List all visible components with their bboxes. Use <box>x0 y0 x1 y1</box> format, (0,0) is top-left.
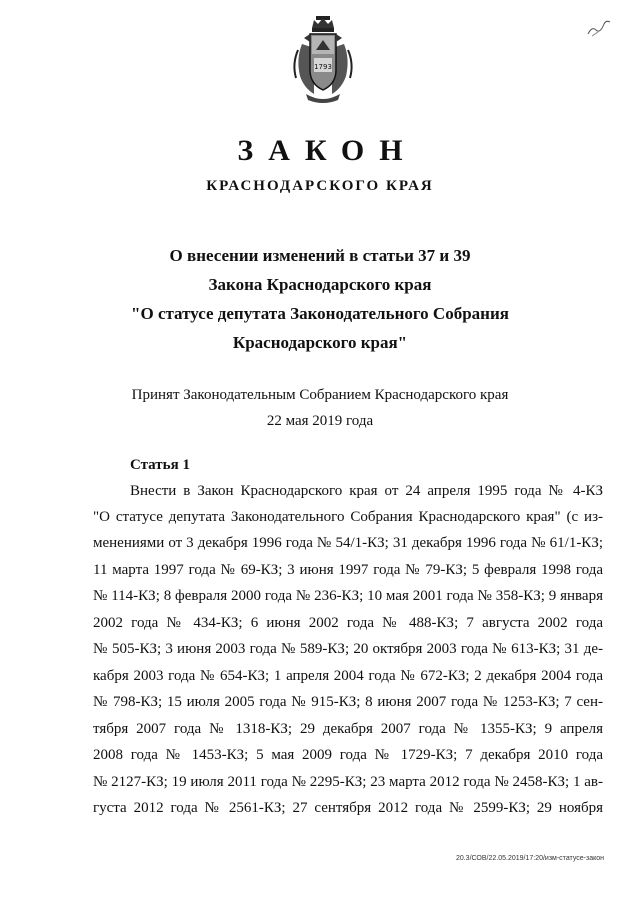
article-text-line: 2008 года № 1453-КЗ; 5 мая 2009 года № 1729-КЗ; 7 декабря 2010 года <box>93 747 603 763</box>
article-text-line: № 798-КЗ; 15 июля 2005 года № 915-КЗ; 8 июня 2007 года № 1253-КЗ; 7 сен- <box>93 694 603 710</box>
adoption-statement: Принят Законодательным Собранием Краснодарского края <box>131 387 509 403</box>
region-subtitle: КРАСНОДАРСКОГО КРАЯ <box>206 178 434 194</box>
law-heading-line-2: Закона Краснодарского края <box>208 275 432 294</box>
article-text-line: кабря 2003 года № 654-КЗ; 1 апреля 2004 года № 672-КЗ; 2 декабря 2004 года <box>93 668 603 684</box>
article-text-line: "О статусе депутата Законодательного Собрания Краснодарского края" (с из- <box>93 509 603 525</box>
article-text-line: 2002 года № 434-КЗ; 6 июня 2002 года № 488-КЗ; 7 августа 2002 года <box>93 615 603 631</box>
law-heading-line-3: "О статусе депутата Законодательного Собрания <box>131 304 509 323</box>
law-heading-line-1: О внесении изменений в статьи 37 и 39 <box>169 246 471 265</box>
article-text-line: Внести в Закон Краснодарского края от 24 апреля 1995 года № 4-КЗ <box>130 483 603 499</box>
document-footer-code: 20.3/СОВ/22.05.2019/17:20/изм-статусе-закон <box>455 855 604 862</box>
article-text-line: тября 2007 года № 1318-КЗ; 29 декабря 2007 года № 1355-КЗ; 9 апреля <box>93 721 603 737</box>
adoption-date: 22 мая 2019 года <box>266 413 374 429</box>
law-heading-line-4: Краснодарского края" <box>232 333 408 352</box>
article-text-line: № 505-КЗ; 3 июня 2003 года № 589-КЗ; 20 октября 2003 года № 613-КЗ; 31 де- <box>93 641 603 657</box>
coat-of-arms-icon <box>290 14 356 106</box>
law-title: ЗАКОН <box>237 134 418 167</box>
article-text-line: менениями от 3 декабря 1996 года № 54/1-КЗ; 31 декабря 1996 года № 61/1-КЗ; <box>93 535 603 551</box>
svg-text:1793: 1793 <box>314 63 332 71</box>
article-text-line: № 2127-КЗ; 19 июля 2011 года № 2295-КЗ; 23 марта 2012 года № 2458-КЗ; 1 ав- <box>93 774 603 790</box>
article-text-line: № 114-КЗ; 8 февраля 2000 года № 236-КЗ; 10 мая 2001 года № 358-КЗ; 9 января <box>93 588 603 604</box>
article-title: Статья 1 <box>130 457 190 473</box>
article-text-line: 11 марта 1997 года № 69-КЗ; 3 июня 1997 года № 79-КЗ; 5 февраля 1998 года <box>93 562 603 578</box>
article-text-line: густа 2012 года № 2561-КЗ; 27 сентября 2012 года № 2599-КЗ; 29 ноября <box>93 800 603 816</box>
handwritten-mark-icon <box>586 18 612 38</box>
